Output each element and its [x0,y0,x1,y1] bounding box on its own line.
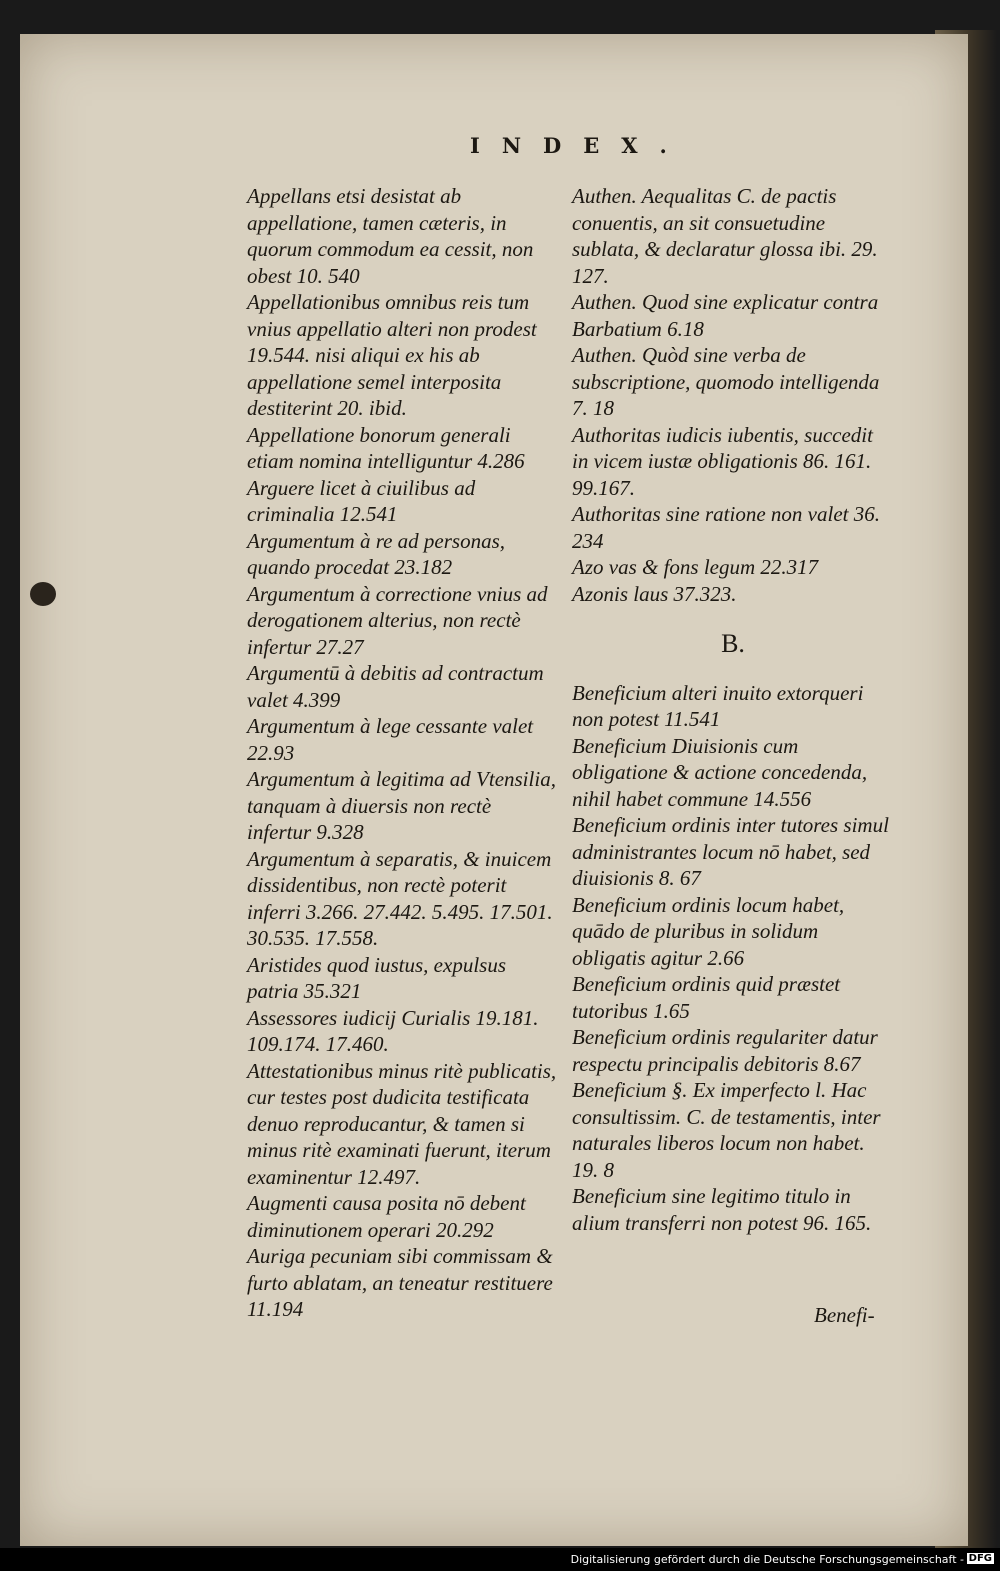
index-entry: Azonis laus 37.323. [572,581,737,606]
index-entry: Authen. Quod sine explicatur contra Barbatium 6.18 [572,290,879,341]
index-entry: Assessores iudicij Curialis 19.181. 109.174. 17.460. [247,1005,539,1056]
index-entry: Beneficium Diuisionis cum obligatione & actione concedenda, nihil habet commune 14.556 [572,733,868,811]
index-entry: Beneficium ordinis regulariter datur respectu principalis debitoris 8.67 [572,1025,878,1076]
ink-stain [30,582,56,606]
index-entry: Argumentum à correctione vnius ad derogationem alterius, non rectè infertur 27.27 [247,581,548,659]
section-letter: B. [721,629,745,658]
index-entry: Azo vas & fons legum 22.317 [572,555,819,579]
index-entry: Argumentum à separatis, & inuicem dissidentibus, non rectè poterit inferri 3.266. 27.442. 5.495. 17.501. 30.535. 17.558. [247,846,553,950]
index-entry: Authen. Quòd sine verba de subscriptione, quomodo intelligenda 7. 18 [572,343,880,420]
left-column [247,183,557,1323]
right-column [572,183,894,1236]
catchword: Benefi- [814,1303,875,1327]
index-entry: Augmenti causa posita nō debent diminutionem operari 20.292 [247,1191,526,1242]
footer-text: Digitalisierung gefördert durch die Deutsche Forschungsgemeinschaft - [570,1553,964,1566]
index-entry: Beneficium sine legitimo titulo in alium transferri non potest 96. 165. [572,1184,872,1235]
index-entry: Beneficium alteri inuito extorqueri non potest 11.541 [572,680,864,731]
footer-bar [0,1548,1000,1571]
index-entry: Appellans etsi desistat ab appellatione, tamen cæteris, in quorum commodum ea cessit, non obest 10. 540 [247,184,534,288]
index-entry: Argumentum à re ad personas, quando procedat 23.182 [247,528,506,579]
index-entry: Argumentum à lege cessante valet 22.93 [247,714,534,765]
index-entry: Beneficium ordinis locum habet, quādo de pluribus in solidum obligatis agitur 2.66 [572,892,845,970]
index-entry: Arguere licet à ciuilibus ad criminalia 12.541 [247,475,476,526]
index-entry: Appellatione bonorum generali etiam nomina intelliguntur 4.286 [247,422,525,473]
index-entry: Beneficium ordinis inter tutores simul administrantes locum nō habet, sed diuisionis 8. 67 [572,813,889,890]
index-entry: Argumentū à debitis ad contractum valet 4.399 [247,661,544,712]
index-entry: Authoritas iudicis iubentis, succedit in vicem iustæ obligationis 86. 161. 99.167. [572,422,873,500]
index-entry: Authoritas sine ratione non valet 36. 234 [572,502,880,553]
index-entry: Beneficium ordinis quid præstet tutoribus 1.65 [572,972,841,1023]
index-entry: Argumentum à legitima ad Vtensilia, tanquam à diuersis non rectè infertur 9.328 [247,767,556,844]
index-entry: Authen. Aequalitas C. de pactis conuentis, an sit consuetudine sublata, & declaratur glossa ibi. 29. 127. [572,184,878,288]
index-entry: Auriga pecuniam sibi commissam & furto ablatam, an teneatur restituere 11.194 [247,1244,553,1321]
index-entry: Appellationibus omnibus reis tum vnius appellatio alteri non prodest 19.544. nisi aliqui ex his ab appellatione semel interposita destiterint 20. ibid. [247,290,537,420]
index-entry: Attestationibus minus ritè publicatis, cur testes post dudicita testificata denuo reproducantur, & tamen si minus ritè examinati fuerunt, iterum examinentur 12.497. [247,1058,557,1189]
index-entry: Beneficium §. Ex imperfecto l. Hac consultissim. C. de testamentis, inter naturales liberos locum non habet. 19. 8 [572,1078,881,1182]
dfg-logo: DFG [968,1553,992,1564]
page-header: INDEX. [470,133,689,158]
index-entry: Aristides quod iustus, expulsus patria 35.321 [247,952,507,1003]
